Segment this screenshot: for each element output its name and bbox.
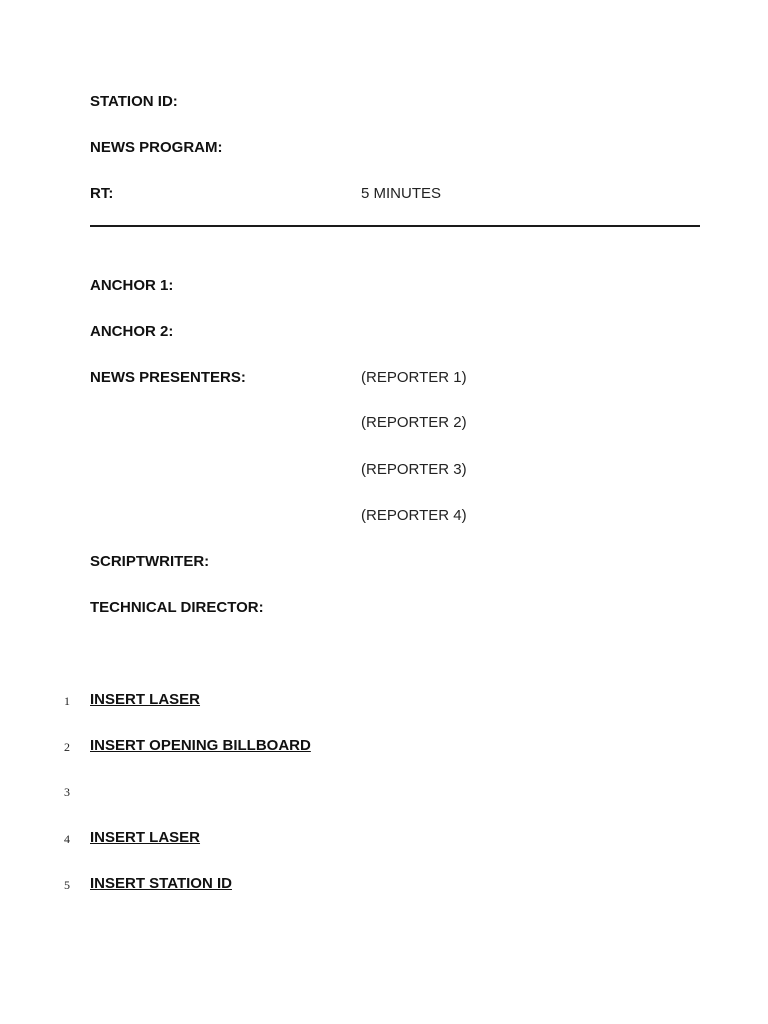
line-number: 1 — [64, 694, 70, 708]
anchor1-label: ANCHOR 1: — [90, 277, 174, 294]
presenter-item: (REPORTER 1) — [361, 369, 467, 386]
news-program-label: NEWS PROGRAM: — [90, 139, 223, 156]
line-number: 2 — [64, 740, 70, 754]
presenters-label: NEWS PRESENTERS: — [90, 369, 246, 386]
presenter-row-3 — [90, 461, 467, 479]
technical-director-label: TECHNICAL DIRECTOR: — [90, 599, 264, 616]
scriptwriter-row — [90, 553, 361, 571]
line-number: 3 — [64, 785, 70, 799]
anchor2-label: ANCHOR 2: — [90, 323, 174, 340]
scriptwriter-label: SCRIPTWRITER: — [90, 553, 210, 570]
presenter-item: (REPORTER 3) — [361, 461, 467, 478]
presenters-row — [90, 369, 467, 387]
station-id-row — [90, 93, 361, 111]
presenter-item: (REPORTER 4) — [361, 507, 467, 524]
anchor1-row — [90, 277, 361, 295]
presenter-row-2 — [90, 414, 467, 432]
line-number: 5 — [64, 878, 70, 892]
rt-value: 5 MINUTES — [361, 185, 442, 202]
anchor2-row — [90, 323, 361, 341]
line-number: 4 — [64, 832, 70, 846]
rundown-item: INSERT OPENING BILLBOARD — [90, 737, 311, 754]
rundown-item: INSERT STATION ID — [90, 875, 232, 892]
presenter-item: (REPORTER 2) — [361, 414, 467, 431]
rundown-item: INSERT LASER — [90, 829, 201, 846]
presenter-row-4 — [90, 507, 467, 525]
header-divider — [90, 225, 700, 227]
rt-row — [90, 185, 441, 203]
rundown-item: INSERT LASER — [90, 691, 201, 708]
news-program-row — [90, 139, 361, 157]
station-id-label: STATION ID: — [90, 93, 178, 110]
technical-director-row — [90, 599, 361, 617]
rt-label: RT: — [90, 185, 114, 202]
